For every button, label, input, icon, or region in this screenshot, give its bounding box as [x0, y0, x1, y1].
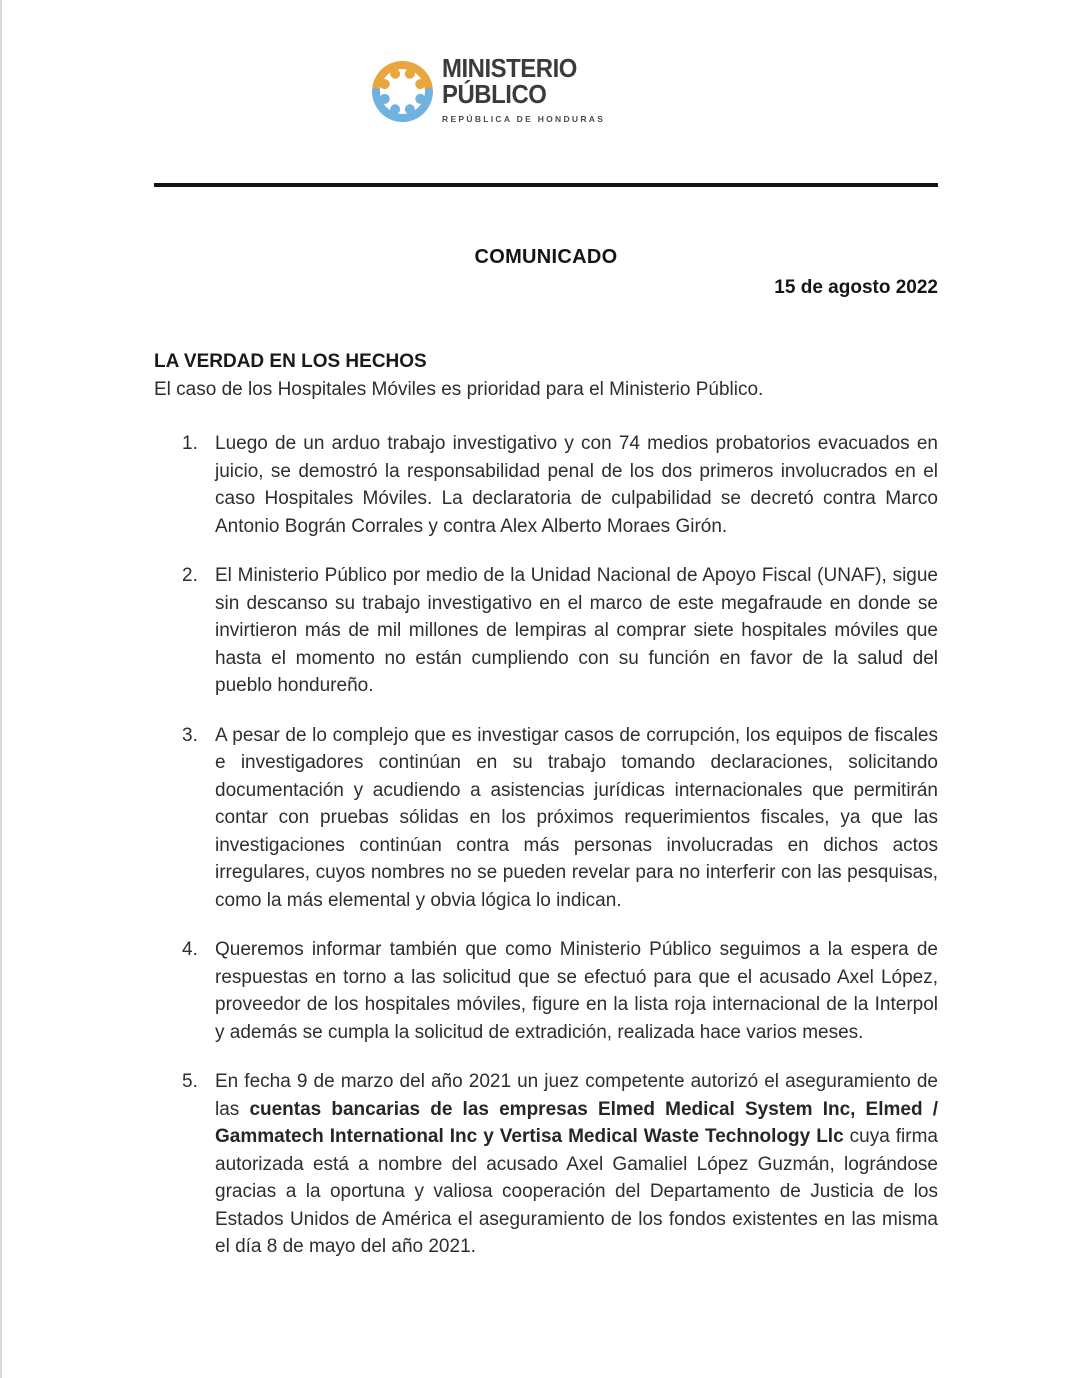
- list-item: [154, 430, 938, 540]
- document-date: 15 de agosto 2022: [774, 277, 938, 298]
- list-item: [154, 1068, 938, 1261]
- item-text: El Ministerio Público por medio de la Unidad Nacional de Apoyo Fiscal (UNAF), sigue sin descanso su trabajo investigativo en el marco de este megafraude en donde se invirtieron más de mil millones de lempiras al comprar siete hospitales móviles que hasta el momento no están cumpliendo con su función en favor de la salud del pueblo hondureño.: [215, 565, 938, 696]
- item-number: 4.: [182, 939, 198, 960]
- item-number: 3.: [182, 724, 198, 746]
- item-text: cuya firma autorizada está a nombre del acusado Axel Gamaliel López Guzmán, lográndose gracias a la oportuna y valiosa cooperación del Departamento de Justicia de los Estados Unidos de América el aseguramiento de los fondos existentes en las misma el día 8 de mayo del año 2021.: [215, 1126, 938, 1257]
- logo-subtitle: REPÚBLICA DE HONDURAS: [442, 114, 606, 124]
- people-circle-logo-icon: [365, 54, 440, 129]
- logo-title-line2: PÚBLICO: [442, 79, 547, 109]
- page-title: COMUNICADO: [474, 246, 618, 268]
- section-subheading: El caso de los Hospitales Móviles es prioridad para el Ministerio Público.: [154, 379, 764, 400]
- item-text: A pesar de lo complejo que es investigar casos de corrupción, los equipos de fiscales e investigadores continúan en su trabajo tomando declaraciones, solicitando documentación y acudiendo a asistencias jurídicas internacionales que permitirán contar con pruebas sólidas en los próximos requerimientos fiscales, ya que las investigaciones continúan contra más personas involucradas en dichos actos irregulares, cuyos nombres no se pueden revelar para no interferir con las pesquisas, como la más elemental y obvia lógica lo indican.: [215, 724, 938, 911]
- list-item: [154, 936, 938, 1046]
- numbered-list: [154, 430, 938, 1283]
- item-number: 2.: [182, 565, 198, 586]
- item-text: En fecha 9 de marzo del año 2021 un juez competente autorizó el aseguramiento de las: [215, 1071, 938, 1120]
- list-item: [154, 562, 938, 700]
- item-number: 1.: [182, 433, 198, 454]
- divider-rule: [154, 183, 938, 187]
- item-text: Luego de un arduo trabajo investigativo y con 74 medios probatorios evacuados en juicio, se demostró la responsabilidad penal de los dos primeros involucrados en el caso Hospitales Móviles. La declaratoria de culpabilidad se decretó contra Marco Antonio Bográn Corrales y contra Alex Alberto Moraes Girón.: [215, 433, 938, 537]
- item-text: Queremos informar también que como Ministerio Público seguimos a la espera de respuestas en torno a las solicitud que se efectuó para que el acusado Axel López, proveedor de los hospitales móviles, figure en la lista roja internacional de la Interpol y además se cumpla la solicitud de extradición, realizada hace varios meses.: [215, 939, 938, 1043]
- item-number: 5.: [182, 1071, 198, 1092]
- logo-wordmark: [442, 55, 605, 124]
- item-text-bold: cuentas bancarias de las empresas Elmed Medical System Inc, Elmed / Gammatech International Inc y Vertisa Medical Waste Technology Llc: [215, 1098, 938, 1147]
- section-heading: LA VERDAD EN LOS HECHOS: [154, 351, 427, 372]
- list-item: [154, 722, 938, 915]
- logo-title-line1: MINISTERIO: [442, 53, 577, 83]
- ministerio-publico-logo: [365, 52, 695, 132]
